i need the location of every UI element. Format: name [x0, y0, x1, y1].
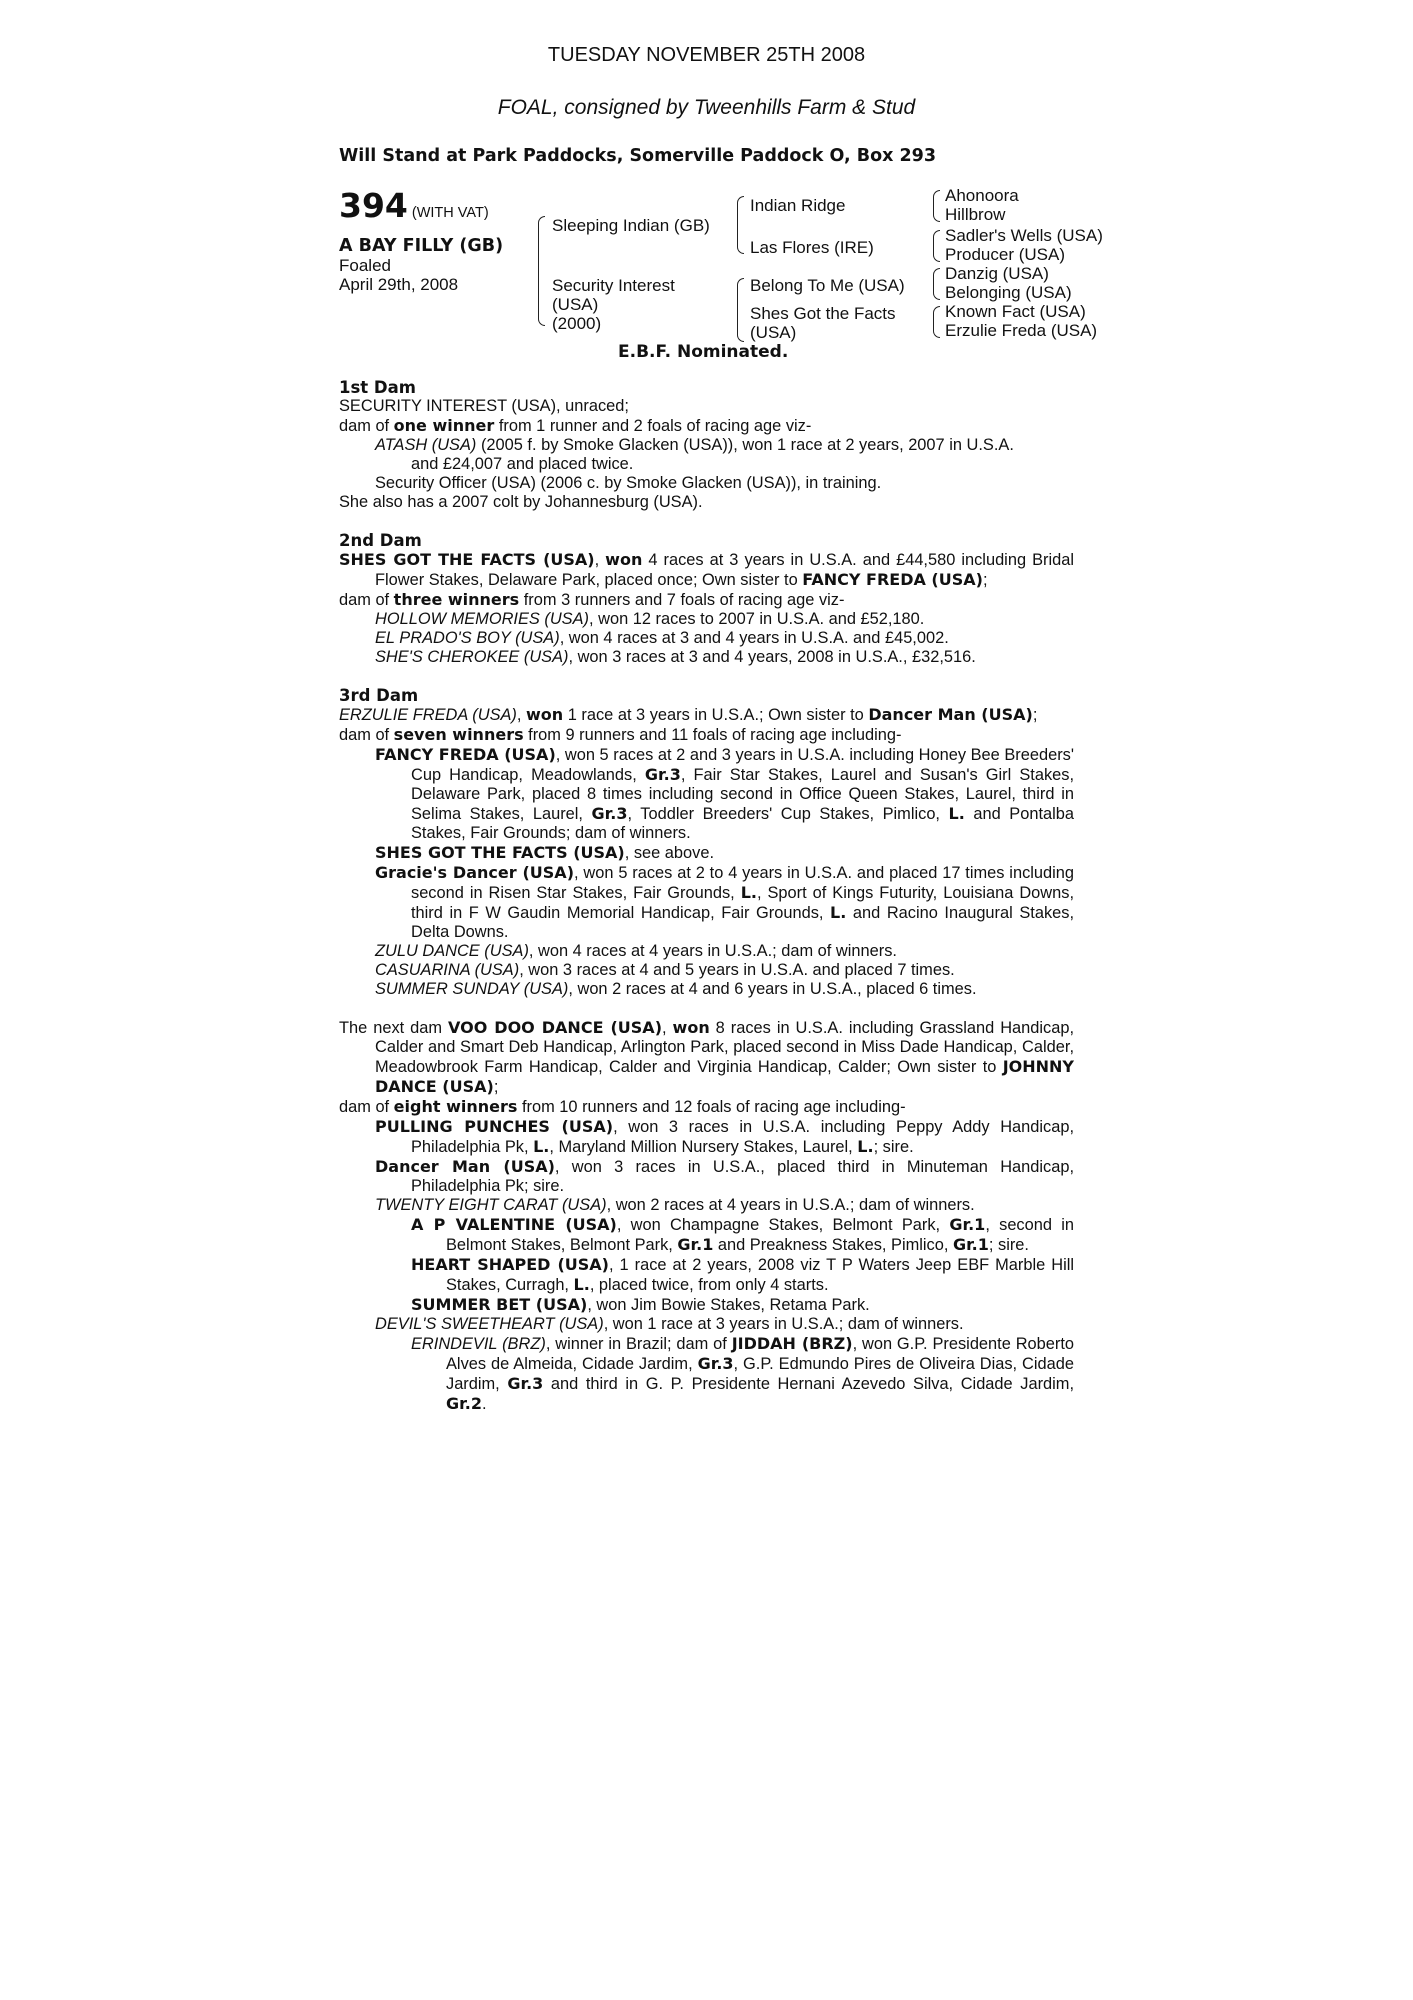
- third-dam-foal-shes-got-the-facts: SHES GOT THE FACTS (USA), see above.: [375, 843, 715, 862]
- third-dam-produce-summary: dam of seven winners from 9 runners and 11 foals of racing age including-: [339, 725, 902, 744]
- second-dam-foal-2: EL PRADO'S BOY (USA), won 4 races at 3 and 4 years in U.S.A. and £45,002.: [375, 629, 949, 647]
- pedigree-dam: Security Interest (USA) (2000): [552, 276, 675, 333]
- foaled-date: April 29th, 2008: [339, 275, 459, 294]
- sale-date: TUESDAY NOVEMBER 25TH 2008: [547, 44, 866, 66]
- third-dam-entry: ERZULIE FREDA (USA), won 1 race at 3 years in U.S.A.; Own sister to Dancer Man (USA);: [339, 705, 1038, 724]
- second-dam-entry: SHES GOT THE FACTS (USA), won 4 races at 3 years in U.S.A. and £44,580 including Bridal Flower Stakes, Delaware Park, placed once; Own sister to FANCY FREDA (USA);: [339, 550, 1074, 589]
- grandfoal-summer-bet: SUMMER BET (USA), won Jim Bowie Stakes, Retama Park.: [411, 1295, 870, 1314]
- pedigree-ssd: Hillbrow: [945, 205, 1006, 224]
- third-dam-foal-summer-sunday: SUMMER SUNDAY (USA), won 2 races at 4 and 6 years in U.S.A., placed 6 times.: [375, 980, 977, 998]
- pedigree-brace-main: [538, 216, 545, 326]
- vat-note: (WITH VAT): [411, 205, 489, 221]
- pedigree-brace-dam: [737, 278, 744, 342]
- third-dam-foal-gracies-dancer: Gracie's Dancer (USA), won 5 races at 2 to 4 years in U.S.A. and placed 17 times including second in Risen Star Stakes, Fair Grounds, L., Sport of Kings Futurity, Louisiana Downs, third in F W Gaudin Memorial Handicap, Fair Grounds, L. and Racino Inaugural Stakes, Delta Downs.: [375, 863, 1075, 941]
- next-dam-foal-dancer-man: Dancer Man (USA), won 3 races in U.S.A., placed third in Minuteman Handicap, Philadelphia Pk; sire.: [375, 1157, 1075, 1195]
- pedigree-dam-dam: Shes Got the Facts (USA): [750, 304, 896, 342]
- first-dam-note: She also has a 2007 colt by Johannesburg (USA).: [339, 493, 703, 511]
- lot-number: 394: [339, 186, 408, 225]
- third-dam-foal-casuarina: CASUARINA (USA), won 3 races at 4 and 5 years in U.S.A. and placed 7 times.: [375, 961, 955, 979]
- lot-title: A BAY FILLY (GB): [339, 236, 504, 256]
- pedigree-dam-sire: Belong To Me (USA): [750, 276, 905, 295]
- next-dam-foal-pulling-punches: PULLING PUNCHES (USA), won 3 races in U.S.A. including Peppy Addy Handicap, Philadelphia Pk, L., Maryland Million Nursery Stakes, Laurel, L.; sire.: [375, 1117, 1074, 1156]
- pedigree-sire-dam: Las Flores (IRE): [750, 238, 874, 257]
- third-dam-heading: 3rd Dam: [339, 686, 419, 705]
- first-dam-foal-1-cont: and £24,007 and placed twice.: [411, 455, 634, 473]
- pedigree-sire: Sleeping Indian (GB): [552, 216, 710, 235]
- pedigree-sds: Sadler's Wells (USA): [945, 226, 1103, 245]
- second-dam-foal-3: SHE'S CHEROKEE (USA), won 3 races at 3 and 4 years, 2008 in U.S.A., £32,516.: [375, 648, 976, 666]
- next-dam-foal-devils-sweetheart: DEVIL'S SWEETHEART (USA), won 1 race at 3 years in U.S.A.; dam of winners.: [375, 1315, 964, 1333]
- first-dam-produce-summary: dam of one winner from 1 runner and 2 foals of racing age viz-: [339, 416, 812, 435]
- pedigree-dss: Danzig (USA): [945, 264, 1049, 283]
- second-dam-produce-summary: dam of three winners from 3 runners and 7 foals of racing age viz-: [339, 590, 845, 609]
- pedigree-brace-sire: [737, 196, 744, 254]
- pedigree-ddd: Erzulie Freda (USA): [945, 321, 1098, 340]
- stand-location: Will Stand at Park Paddocks, Somerville Paddock O, Box 293: [339, 146, 937, 166]
- third-dam-foal-zulu-dance: ZULU DANCE (USA), won 4 races at 4 years in U.S.A.; dam of winners.: [375, 942, 897, 960]
- consignment-line: FOAL, consigned by Tweenhills Farm & Stud: [497, 96, 916, 119]
- pedigree-sss: Ahonoora: [945, 186, 1019, 205]
- grandfoal-erindevil: ERINDEVIL (BRZ), winner in Brazil; dam of JIDDAH (BRZ), won G.P. Presidente Roberto Alves de Almeida, Cidade Jardim, Gr.3, G.P. Edmundo Pires de Oliveira Dias, Cidade Jardim, Gr.3 and third in G. P. Presidente Hernani Azevedo Silva, Cidade Jardim, Gr.2.: [411, 1334, 1075, 1413]
- grandfoal-heart-shaped: HEART SHAPED (USA), 1 race at 2 years, 2008 viz T P Waters Jeep EBF Marble Hill Stakes, Curragh, L., placed twice, from only 4 starts.: [411, 1255, 1074, 1294]
- pedigree-brace-sd: [933, 230, 940, 262]
- next-dam-produce-summary: dam of eight winners from 10 runners and 12 foals of racing age including-: [339, 1097, 906, 1116]
- second-dam-foal-1: HOLLOW MEMORIES (USA), won 12 races to 2007 in U.S.A. and £52,180.: [375, 610, 925, 628]
- pedigree-brace-ds: [933, 268, 940, 300]
- first-dam-foal-2: Security Officer (USA) (2006 c. by Smoke Glacken (USA)), in training.: [375, 474, 882, 492]
- foaled-label: Foaled: [339, 256, 391, 275]
- third-dam-foal-fancy-freda: FANCY FREDA (USA), won 5 races at 2 and 3 years in U.S.A. including Honey Bee Breeders' Cup Handicap, Meadowlands, Gr.3, Fair Star Stakes, Laurel and Susan's Girl Stakes, Delaware Park, placed 8 times including second in Office Queen Stakes, Laurel, third in Selima Stakes, Laurel, Gr.3, Toddler Breeders' Cup Stakes, Pimlico, L. and Pontalba Stakes, Fair Grounds; dam of winners.: [375, 745, 1075, 842]
- ebf-nominated: E.B.F. Nominated.: [618, 342, 789, 362]
- dam-history: [339, 378, 1074, 1414]
- pedigree-brace-ss: [933, 190, 940, 222]
- next-dam-entry: The next dam VOO DOO DANCE (USA), won 8 races in U.S.A. including Grassland Handicap, Calder and Smart Deb Handicap, Arlington Park, placed second in Miss Dade Handicap, Calder, Meadowbrook Farm Handicap, Calder and Virginia Handicap, Calder; Own sister to JOHNNY DANCE (USA);: [339, 1018, 1075, 1096]
- first-dam-heading: 1st Dam: [339, 378, 416, 397]
- lot-header: [339, 186, 489, 225]
- pedigree-dds: Known Fact (USA): [945, 302, 1086, 321]
- pedigree-brace-dd: [933, 306, 940, 338]
- second-dam-heading: 2nd Dam: [339, 531, 422, 550]
- grandfoal-ap-valentine: A P VALENTINE (USA), won Champagne Stakes, Belmont Park, Gr.1, second in Belmont Stakes, Belmont Park, Gr.1 and Preakness Stakes, Pimlico, Gr.1; sire.: [411, 1215, 1074, 1254]
- pedigree-dsd: Belonging (USA): [945, 283, 1072, 302]
- foaled-info: [339, 256, 458, 294]
- pedigree-sdd: Producer (USA): [945, 245, 1065, 264]
- pedigree-sire-sire: Indian Ridge: [750, 196, 846, 215]
- first-dam-line: SECURITY INTEREST (USA), unraced;: [339, 397, 629, 415]
- first-dam-foal-1: ATASH (USA) (2005 f. by Smoke Glacken (USA)), won 1 race at 2 years, 2007 in U.S.A.: [375, 436, 1014, 454]
- next-dam-foal-twenty-eight-carat: TWENTY EIGHT CARAT (USA), won 2 races at 4 years in U.S.A.; dam of winners.: [375, 1196, 975, 1214]
